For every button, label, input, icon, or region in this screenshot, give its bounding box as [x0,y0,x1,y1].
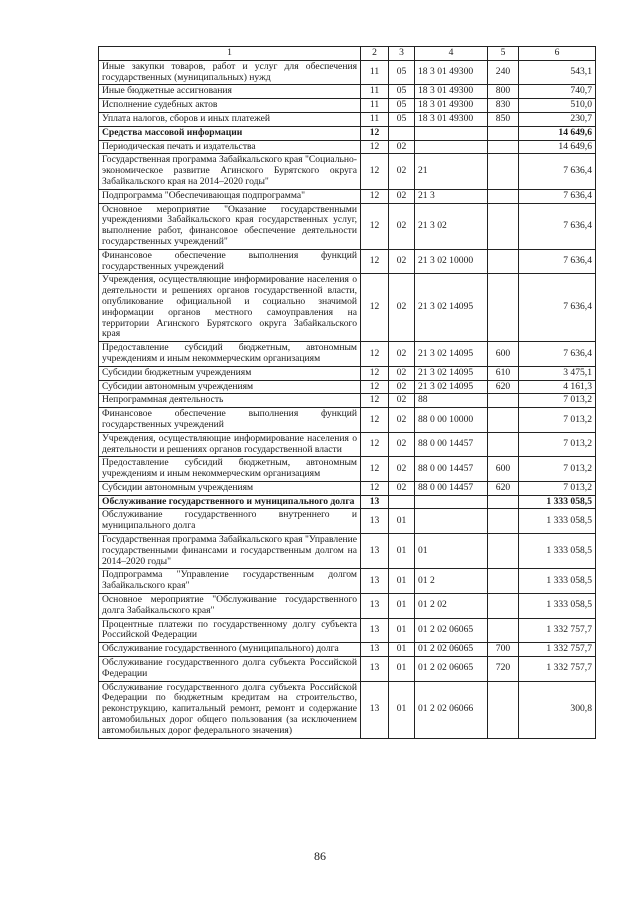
row-amount-cell: 7 636,4 [519,249,596,274]
row-name-cell: Учреждения, осуществляющие информирование населения о деятельности и решениях органов государственной власти [99,432,361,457]
table-row [99,481,596,495]
row-section-cell: 11 [361,85,389,99]
row-name-cell: Обслуживание государственного долга субъекта Российской Федерации по бюджетным кредитам на строительство, реконструкцию, капитальный ремонт, ремонт и содержание автомобильных дорог общего пользования (за исключением автомобильных дорог федерального значения) [99,681,361,738]
row-name-cell: Иные бюджетные ассигнования [99,85,361,99]
table-row [99,657,596,682]
row-expense-type-cell [488,126,519,140]
row-subsection-cell: 01 [389,618,415,643]
row-name-cell: Финансовое обеспечение выполнения функций государственных учреждений [99,249,361,274]
row-section-cell: 13 [361,509,389,534]
row-name-cell: Обслуживание государственного (муниципального) долга [99,643,361,657]
row-subsection-cell: 01 [389,681,415,738]
row-expense-type-cell: 600 [488,342,519,367]
row-amount-cell: 3 475,1 [519,366,596,380]
row-expense-type-cell [488,569,519,594]
table-row [99,594,596,619]
row-section-cell: 12 [361,481,389,495]
row-subsection-cell: 02 [389,432,415,457]
row-section-cell: 13 [361,618,389,643]
row-amount-cell: 7 636,4 [519,154,596,189]
table-row [99,189,596,203]
table-row [99,681,596,738]
row-target-article-cell: 21 3 02 14095 [415,274,488,342]
row-section-cell: 12 [361,126,389,140]
row-subsection-cell: 02 [389,189,415,203]
row-amount-cell: 1 333 058,5 [519,569,596,594]
table-row [99,342,596,367]
row-amount-cell: 7 636,4 [519,274,596,342]
header-cell: 2 [361,47,389,61]
row-expense-type-cell [488,408,519,433]
row-subsection-cell: 02 [389,481,415,495]
row-expense-type-cell [488,495,519,509]
row-amount-cell: 7 013,2 [519,432,596,457]
row-section-cell: 12 [361,380,389,394]
table-row [99,60,596,85]
row-target-article-cell: 21 3 [415,189,488,203]
row-expense-type-cell [488,203,519,249]
row-subsection-cell: 01 [389,657,415,682]
row-expense-type-cell [488,189,519,203]
row-amount-cell: 1 333 058,5 [519,495,596,509]
table-row [99,85,596,99]
row-name-cell: Субсидии автономным учреждениям [99,380,361,394]
row-name-cell: Процентные платежи по государственному долгу субъекта Российской Федерации [99,618,361,643]
table-row [99,457,596,482]
row-target-article-cell: 21 3 02 14095 [415,342,488,367]
row-amount-cell: 510,0 [519,99,596,113]
table-row [99,380,596,394]
row-subsection-cell [389,495,415,509]
table-row [99,249,596,274]
row-target-article-cell: 88 [415,394,488,408]
row-expense-type-cell: 830 [488,99,519,113]
row-expense-type-cell [488,432,519,457]
row-name-cell: Уплата налогов, сборов и иных платежей [99,112,361,126]
row-section-cell: 12 [361,203,389,249]
row-name-cell: Обслуживание государственного долга субъекта Российской Федерации [99,657,361,682]
table-row [99,112,596,126]
row-amount-cell: 7 636,4 [519,342,596,367]
row-expense-type-cell: 610 [488,366,519,380]
row-name-cell: Подпрограмма "Управление государственным долгом Забайкальского края" [99,569,361,594]
row-amount-cell: 1 333 058,5 [519,509,596,534]
row-name-cell: Основное мероприятие "Оказание государственными учреждениями Забайкальского края государственных услуг, выполнение работ, финансовое обеспечение деятельности государственных учреждений" [99,203,361,249]
row-target-article-cell: 21 [415,154,488,189]
table-row [99,99,596,113]
row-section-cell: 12 [361,274,389,342]
header-cell: 6 [519,47,596,61]
row-section-cell: 12 [361,408,389,433]
table-row [99,126,596,140]
row-amount-cell: 7 636,4 [519,203,596,249]
row-subsection-cell: 02 [389,274,415,342]
table-row [99,509,596,534]
row-section-cell: 11 [361,99,389,113]
table-row [99,618,596,643]
table-row [99,495,596,509]
row-amount-cell: 300,8 [519,681,596,738]
row-section-cell: 13 [361,643,389,657]
row-expense-type-cell: 240 [488,60,519,85]
row-expense-type-cell: 600 [488,457,519,482]
row-subsection-cell: 05 [389,60,415,85]
row-expense-type-cell: 850 [488,112,519,126]
table-row [99,534,596,569]
row-amount-cell: 230,7 [519,112,596,126]
row-expense-type-cell: 620 [488,481,519,495]
row-target-article-cell: 01 2 [415,569,488,594]
row-target-article-cell: 01 2 02 [415,594,488,619]
row-name-cell: Обслуживание государственного и муниципального долга [99,495,361,509]
row-target-article-cell: 18 3 01 49300 [415,60,488,85]
row-target-article-cell: 88 0 00 14457 [415,457,488,482]
row-subsection-cell: 01 [389,509,415,534]
row-name-cell: Субсидии бюджетным учреждениям [99,366,361,380]
row-section-cell: 12 [361,394,389,408]
row-target-article-cell: 88 0 00 14457 [415,481,488,495]
row-target-article-cell [415,140,488,154]
row-subsection-cell: 02 [389,380,415,394]
header-cell: 1 [99,47,361,61]
row-subsection-cell: 01 [389,594,415,619]
header-cell: 4 [415,47,488,61]
row-expense-type-cell: 800 [488,85,519,99]
row-name-cell: Иные закупки товаров, работ и услуг для обеспечения государственных (муниципальных) нужд [99,60,361,85]
row-expense-type-cell [488,154,519,189]
row-expense-type-cell [488,249,519,274]
row-subsection-cell: 02 [389,457,415,482]
table-header-row [99,47,596,61]
row-target-article-cell: 21 3 02 14095 [415,366,488,380]
row-target-article-cell [415,509,488,534]
table-row [99,366,596,380]
table-row [99,569,596,594]
row-amount-cell: 1 332 757,7 [519,618,596,643]
row-section-cell: 11 [361,60,389,85]
row-amount-cell: 740,7 [519,85,596,99]
row-expense-type-cell: 620 [488,380,519,394]
row-expense-type-cell [488,594,519,619]
row-amount-cell: 1 333 058,5 [519,534,596,569]
row-section-cell: 12 [361,189,389,203]
row-section-cell: 13 [361,569,389,594]
row-amount-cell: 7 013,2 [519,408,596,433]
row-subsection-cell: 01 [389,569,415,594]
row-section-cell: 12 [361,249,389,274]
row-subsection-cell: 02 [389,249,415,274]
table-row [99,432,596,457]
row-section-cell: 12 [361,154,389,189]
row-expense-type-cell: 700 [488,643,519,657]
row-amount-cell: 14 649,6 [519,126,596,140]
row-name-cell: Непрограммная деятельность [99,394,361,408]
row-name-cell: Периодическая печать и издательства [99,140,361,154]
row-name-cell: Учреждения, осуществляющие информирование населения о деятельности и решениях органов государственной власти, опубликование официальной и социально значимой информации органов местного самоуправления на территории Агинского Бурятского округа Забайкальского края [99,274,361,342]
row-target-article-cell: 01 2 02 06066 [415,681,488,738]
row-name-cell: Государственная программа Забайкальского края "Социально-экономическое развитие Агинского Бурятского округа Забайкальского края на 2014–2020 годы" [99,154,361,189]
row-target-article-cell [415,495,488,509]
row-subsection-cell: 05 [389,112,415,126]
row-amount-cell: 1 332 757,7 [519,657,596,682]
row-target-article-cell: 18 3 01 49300 [415,99,488,113]
row-subsection-cell: 02 [389,154,415,189]
row-target-article-cell: 21 3 02 14095 [415,380,488,394]
row-amount-cell: 1 332 757,7 [519,643,596,657]
row-name-cell: Исполнение судебных актов [99,99,361,113]
row-subsection-cell: 05 [389,85,415,99]
row-amount-cell: 4 161,3 [519,380,596,394]
row-subsection-cell [389,126,415,140]
row-name-cell: Субсидии автономным учреждениям [99,481,361,495]
row-name-cell: Обслуживание государственного внутреннего и муниципального долга [99,509,361,534]
table-row [99,394,596,408]
row-expense-type-cell [488,140,519,154]
row-subsection-cell: 01 [389,643,415,657]
row-section-cell: 13 [361,594,389,619]
row-name-cell: Предоставление субсидий бюджетным, автономным учреждениям и иным некоммерческим организациям [99,457,361,482]
budget-table [98,46,596,739]
row-amount-cell: 14 649,6 [519,140,596,154]
row-name-cell: Предоставление субсидий бюджетным, автономным учреждениям и иным некоммерческим организациям [99,342,361,367]
row-target-article-cell: 01 [415,534,488,569]
row-name-cell: Подпрограмма "Обеспечивающая подпрограмма" [99,189,361,203]
row-section-cell: 12 [361,366,389,380]
row-subsection-cell: 01 [389,534,415,569]
row-subsection-cell: 02 [389,408,415,433]
row-subsection-cell: 05 [389,99,415,113]
row-target-article-cell: 01 2 02 06065 [415,657,488,682]
row-section-cell: 12 [361,457,389,482]
header-cell: 3 [389,47,415,61]
row-target-article-cell: 21 3 02 [415,203,488,249]
table-row [99,408,596,433]
row-name-cell: Средства массовой информации [99,126,361,140]
row-subsection-cell: 02 [389,366,415,380]
row-section-cell: 12 [361,342,389,367]
row-section-cell: 11 [361,112,389,126]
row-subsection-cell: 02 [389,342,415,367]
row-section-cell: 12 [361,140,389,154]
table-row [99,274,596,342]
row-amount-cell: 543,1 [519,60,596,85]
row-subsection-cell: 02 [389,203,415,249]
row-section-cell: 13 [361,657,389,682]
row-expense-type-cell [488,681,519,738]
budget-table-page [98,46,595,739]
row-target-article-cell: 01 2 02 06065 [415,643,488,657]
row-target-article-cell: 88 0 00 14457 [415,432,488,457]
row-amount-cell: 7 636,4 [519,189,596,203]
row-target-article-cell: 01 2 02 06065 [415,618,488,643]
row-section-cell: 13 [361,495,389,509]
row-target-article-cell: 18 3 01 49300 [415,85,488,99]
row-expense-type-cell [488,618,519,643]
row-section-cell: 12 [361,432,389,457]
row-section-cell: 13 [361,534,389,569]
header-cell: 5 [488,47,519,61]
row-subsection-cell: 02 [389,394,415,408]
row-target-article-cell: 88 0 00 10000 [415,408,488,433]
row-expense-type-cell: 720 [488,657,519,682]
row-expense-type-cell [488,394,519,408]
row-name-cell: Государственная программа Забайкальского края "Управление государственными финансами и государственным долгом на 2014–2020 годы" [99,534,361,569]
row-expense-type-cell [488,534,519,569]
row-amount-cell: 1 333 058,5 [519,594,596,619]
row-amount-cell: 7 013,2 [519,394,596,408]
row-amount-cell: 7 013,2 [519,457,596,482]
row-name-cell: Финансовое обеспечение выполнения функций государственных учреждений [99,408,361,433]
row-subsection-cell: 02 [389,140,415,154]
row-expense-type-cell [488,274,519,342]
table-row [99,154,596,189]
row-section-cell: 13 [361,681,389,738]
table-row [99,140,596,154]
row-target-article-cell [415,126,488,140]
row-amount-cell: 7 013,2 [519,481,596,495]
row-expense-type-cell [488,509,519,534]
page-number: 86 [314,849,326,863]
row-target-article-cell: 18 3 01 49300 [415,112,488,126]
table-row [99,643,596,657]
row-name-cell: Основное мероприятие "Обслуживание государственного долга Забайкальского края" [99,594,361,619]
row-target-article-cell: 21 3 02 10000 [415,249,488,274]
table-row [99,203,596,249]
